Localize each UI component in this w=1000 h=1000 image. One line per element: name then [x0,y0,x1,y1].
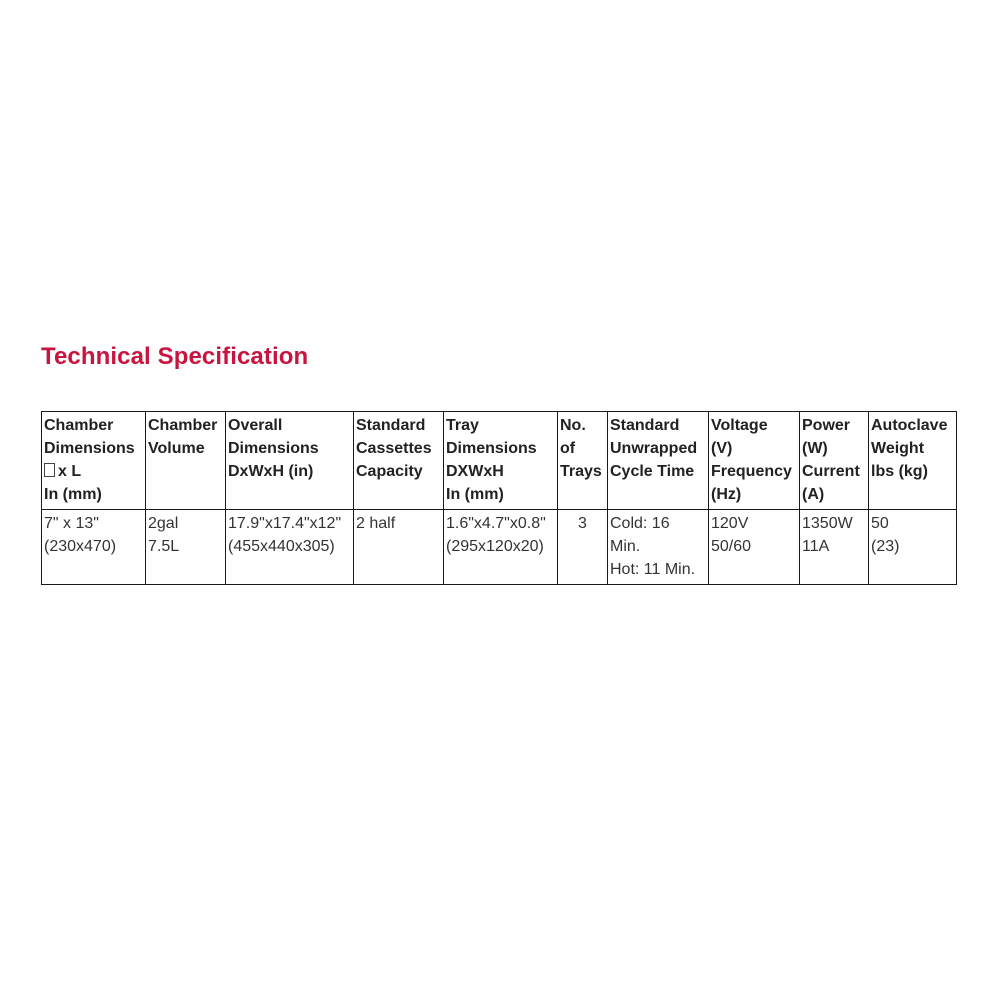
header-row [42,412,957,510]
cell-cycle-time [608,510,709,585]
cell-line: 17.9"x17.4"x12" [228,515,342,532]
header-overall-dimensions [226,412,354,510]
header-line: DXWxH [446,463,504,480]
header-voltage-frequency [709,412,800,510]
header-line: In (mm) [446,486,504,503]
cell-line: 1.6"x4.7"x0.8" [446,515,546,532]
header-autoclave-weight [869,412,957,510]
header-line: Trays [560,463,602,480]
header-line: (Hz) [711,486,742,503]
specification-table [41,411,957,585]
cell-tray-dimensions [444,510,558,585]
header-line: Unwrapped [610,440,698,457]
table-row [42,510,957,585]
cell-voltage-frequency [709,510,800,585]
header-chamber-dimensions [42,412,146,510]
cell-line: Hot: 11 Min. [610,561,696,578]
header-chamber-volume [146,412,226,510]
cell-number-of-trays [558,510,608,585]
cell-chamber-volume [146,510,226,585]
header-cycle-time [608,412,709,510]
header-line: Chamber [44,417,114,434]
header-line: (A) [802,486,825,503]
cell-power-current [800,510,869,585]
cell-autoclave-weight [869,510,957,585]
header-line: Dimensions [228,440,319,457]
cell-line: 11A [802,538,830,555]
cell-overall-dimensions [226,510,354,585]
cell-line: 50 [871,515,889,532]
cell-line: 7" x 13" [44,515,99,532]
cell-line: Min. [610,538,641,555]
header-line-text: x L [58,463,82,480]
header-line: Chamber [148,417,218,434]
header-power-current [800,412,869,510]
header-line: Frequency [711,463,792,480]
header-line: Autoclave [871,417,948,434]
header-line: Tray [446,417,479,434]
header-line: Volume [148,440,205,457]
header-line: lbs (kg) [871,463,928,480]
cell-cassettes-capacity [354,510,444,585]
header-line: Dimensions [446,440,537,457]
header-number-of-trays [558,412,608,510]
header-cassettes-capacity [354,412,444,510]
header-line: DxWxH (in) [228,463,314,480]
header-line: Capacity [356,463,423,480]
header-line: Weight [871,440,925,457]
diameter-symbol-icon [44,463,55,477]
cell-chamber-dimensions [42,510,146,585]
cell-line: 50/60 [711,538,752,555]
header-line: Dimensions [44,440,135,457]
header-line: Cassettes [356,440,432,457]
cell-line: 120V [711,515,749,532]
cell-line: 7.5L [148,538,180,555]
header-line: Standard [356,417,426,434]
header-line: Standard [610,417,680,434]
header-line: (W) [802,440,828,457]
cell-line: 1350W [802,515,853,532]
header-line: Voltage [711,417,768,434]
page-title: Technical Specification [41,343,309,370]
header-line: Power [802,417,851,434]
header-line: Overall [228,417,283,434]
header-line: Current [802,463,860,480]
header-line: No. [560,417,586,434]
cell-line: 2gal [148,515,179,532]
header-line [44,460,143,483]
header-line: In (mm) [44,486,102,503]
cell-line: (23) [871,538,900,555]
cell-line: (455x440x305) [228,538,335,555]
cell-line: (230x470) [44,538,117,555]
header-tray-dimensions [444,412,558,510]
cell-line: Cold: 16 [610,515,670,532]
cell-line: 2 half [356,515,396,532]
header-line: Cycle Time [610,463,695,480]
cell-line: 3 [578,515,587,532]
header-line: of [560,440,576,457]
header-line: (V) [711,440,733,457]
cell-line: (295x120x20) [446,538,544,555]
